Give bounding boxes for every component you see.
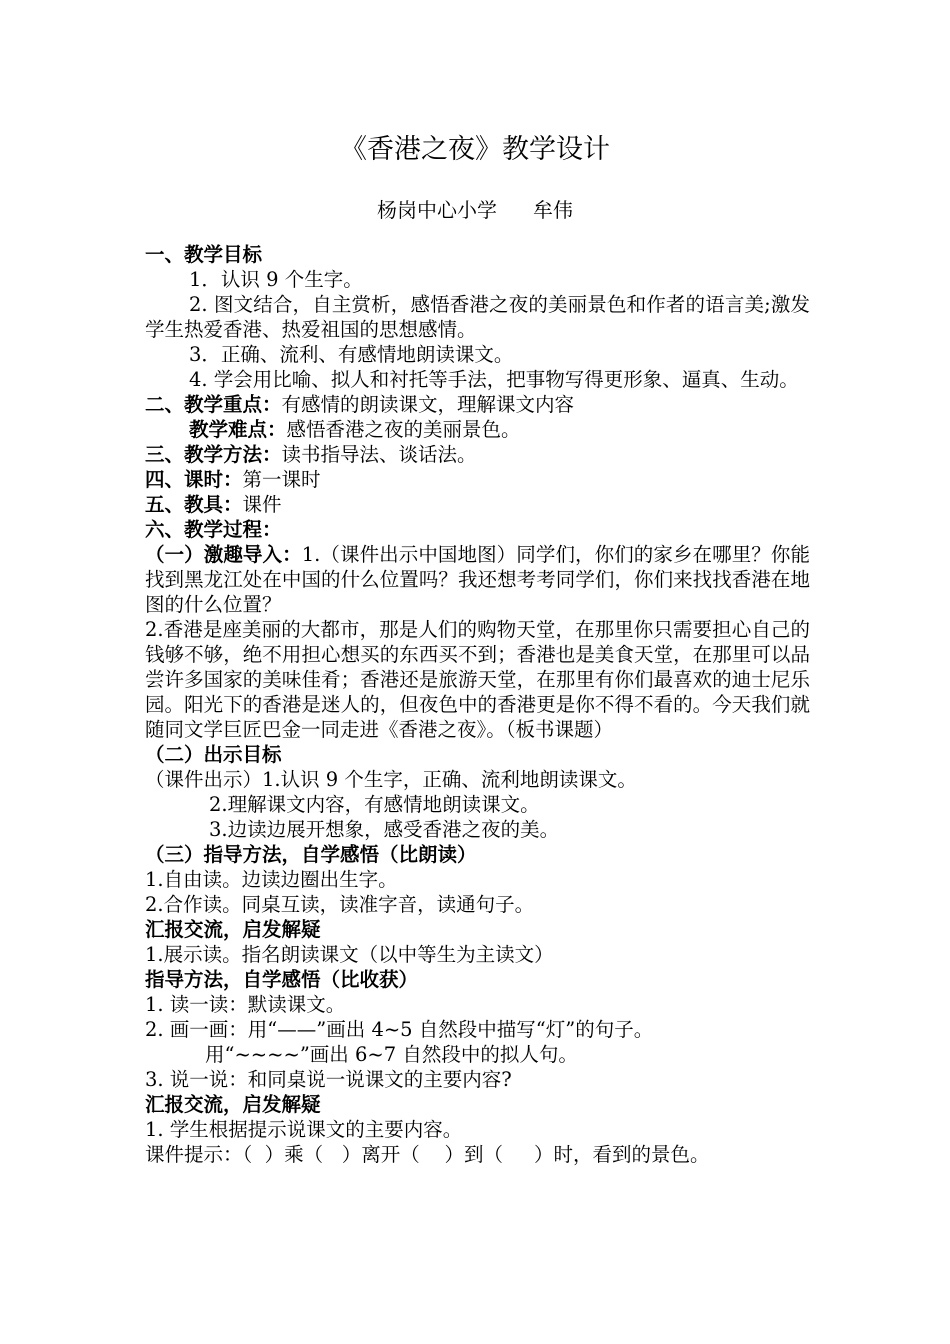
period-line bbox=[145, 467, 810, 492]
section-heading-process: 六、教学过程： bbox=[145, 518, 282, 541]
tools-text: 课件 bbox=[242, 493, 282, 516]
report-heading: 汇报交流，启发解疑 bbox=[145, 918, 321, 941]
harvest-item: 2. 画一画：用“——”画出 4~5 自然段中描写“灯”的句子。 bbox=[145, 1018, 654, 1041]
intro-paragraph-2: 2.香港是座美丽的大都市，那是人们的购物天堂，在那里你只需要担心自己的钱够不够，绝不用担心想买的东西买不到；香港也是美食天堂，在那里可以品尝许多国家的美味佳肴；香港还是旅游天堂，在那里有你们最喜欢的迪士尼乐园。阳光下的香港是迷人的，但夜色中的香港更是你不得不看的。今天我们就随同文学巨匠巴金一同走进《香港之夜》。（板书课题） bbox=[145, 618, 810, 741]
key-point-label: 二、教学重点： bbox=[145, 393, 282, 416]
method-text: 读书指导法、谈话法。 bbox=[281, 443, 477, 466]
tools-label: 五、教具： bbox=[145, 493, 243, 516]
goal-item: （课件出示）1.认识 9 个生字，正确、流利地朗读课文。 bbox=[145, 768, 637, 791]
report-item: 1.展示读。指名朗读课文（以中等生为主读文） bbox=[145, 943, 554, 966]
document-body bbox=[145, 242, 810, 1167]
guide-heading-2: 指导方法，自学感悟（比收获） bbox=[145, 968, 419, 991]
intro-label: （一）激趣导入： bbox=[145, 543, 302, 566]
method-label: 三、教学方法： bbox=[145, 443, 282, 466]
report-item: 1. 学生根据提示说课文的主要内容。 bbox=[145, 1118, 463, 1141]
objective-item: 1．认识 9 个生字。 bbox=[189, 268, 363, 291]
goal-item: 3.边读边展开想象，感受香港之夜的美。 bbox=[209, 818, 560, 841]
goals-heading: （二）出示目标 bbox=[145, 743, 282, 766]
hint-line: 课件提示：（ ）乘（ ）离开（ ）到（ ）时，看到的景色。 bbox=[145, 1143, 710, 1166]
guide-heading: （三）指导方法，自学感悟（比朗读） bbox=[145, 843, 477, 866]
objective-item: 4. 学会用比喻、拟人和衬托等手法，把事物写得更形象、逼真、生动。 bbox=[189, 368, 799, 391]
key-point-line bbox=[145, 392, 810, 417]
difficulty-text: 感悟香港之夜的美丽景色。 bbox=[286, 418, 521, 441]
goal-item: 2.理解课文内容，有感情地朗读课文。 bbox=[209, 793, 540, 816]
page-title: 《香港之夜》教学设计 bbox=[340, 134, 610, 165]
author-school: 杨岗中心小学 bbox=[377, 198, 497, 222]
harvest-item: 3. 说一说：和同桌说一说课文的主要内容? bbox=[145, 1068, 512, 1091]
objective-item: 2. 图文结合，自主赏析，感悟香港之夜的美丽景色和作者的语言美;激发学生热爱香港、热爱祖国的思想感情。 bbox=[145, 293, 810, 341]
difficulty-label: 教学难点： bbox=[189, 418, 287, 441]
intro-text: 1.（课件出示中国地图）同学们，你们的家乡在哪里？你能找到黑龙江处在中国的什么位置吗？我还想考考同学们，你们来找找香港在地图的什么位置？ bbox=[145, 543, 810, 616]
section-heading-objectives: 一、教学目标 bbox=[145, 243, 263, 266]
objective-item: 3．正确、流利、有感情地朗读课文。 bbox=[189, 343, 514, 366]
tools-line bbox=[145, 492, 810, 517]
harvest-item: 用“~~~~”画出 6~7 自然段中的拟人句。 bbox=[205, 1043, 578, 1066]
intro-paragraph bbox=[145, 542, 810, 617]
guide-item: 1.自由读。边读边圈出生字。 bbox=[145, 868, 398, 891]
method-line bbox=[145, 442, 810, 467]
guide-item: 2.合作读。同桌互读，读准字音，读通句子。 bbox=[145, 893, 535, 916]
report-heading-2: 汇报交流，启发解疑 bbox=[145, 1093, 321, 1116]
period-text: 第一课时 bbox=[242, 468, 321, 491]
period-label: 四、课时： bbox=[145, 468, 243, 491]
difficulty-line bbox=[145, 417, 810, 442]
harvest-item: 1. 读一读：默读课文。 bbox=[145, 993, 346, 1016]
author-line bbox=[0, 194, 950, 226]
key-point-text: 有感情的朗读课文，理解课文内容 bbox=[281, 393, 575, 416]
author-name: 牟伟 bbox=[533, 198, 573, 222]
